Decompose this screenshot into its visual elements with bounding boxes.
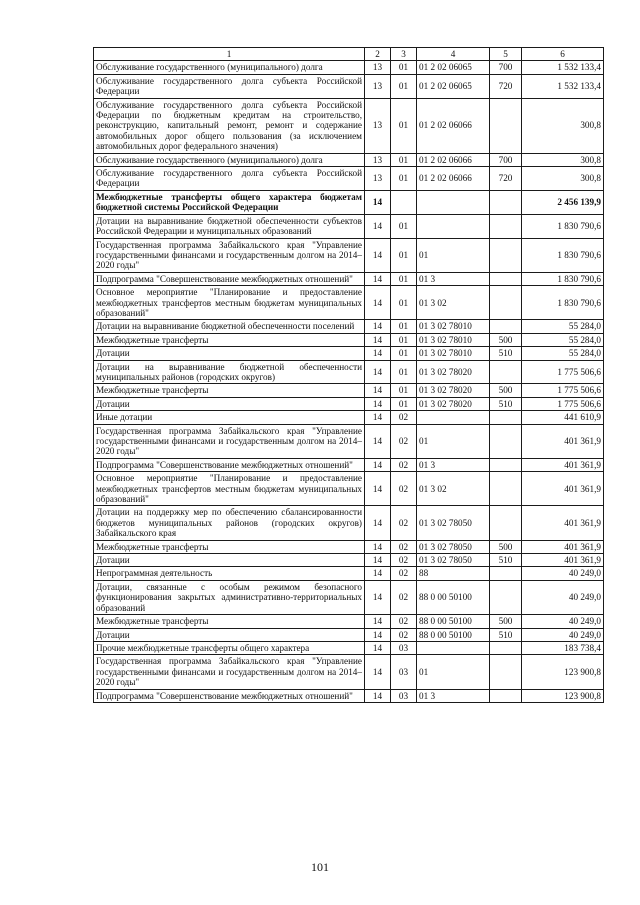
row-name-cell: Основное мероприятие "Планирование и предоставление межбюджетных трансфертов местным бюджетам муниципальных образований" [94, 286, 365, 320]
table-row [94, 554, 604, 567]
row-expense-type-cell [490, 689, 522, 702]
table-row [94, 214, 604, 238]
row-subsection-cell: 01 [391, 333, 417, 346]
table-row [94, 458, 604, 471]
row-section-cell: 14 [365, 397, 391, 410]
row-amount-cell: 55 284,0 [522, 320, 604, 333]
row-name-cell: Государственная программа Забайкальского края "Управление государственными финансами и государственным долгом на 2014–2020 годы" [94, 238, 365, 272]
row-name-cell: Дотации [94, 397, 365, 410]
row-target-article-cell: 01 3 02 78010 [417, 347, 490, 360]
row-expense-type-cell [490, 506, 522, 540]
row-section-cell: 13 [365, 153, 391, 166]
row-target-article-cell [417, 190, 490, 214]
row-amount-cell: 1 830 790,6 [522, 286, 604, 320]
table-row [94, 615, 604, 628]
row-amount-cell: 1 775 506,6 [522, 397, 604, 410]
row-expense-type-cell: 720 [490, 74, 522, 98]
row-section-cell: 14 [365, 214, 391, 238]
row-target-article-cell: 01 3 [417, 272, 490, 285]
row-amount-cell: 401 361,9 [522, 458, 604, 471]
row-expense-type-cell [490, 580, 522, 614]
row-subsection-cell: 01 [391, 167, 417, 191]
row-subsection-cell: 01 [391, 238, 417, 272]
row-amount-cell: 441 610,9 [522, 411, 604, 424]
table-row [94, 472, 604, 506]
row-name-cell: Подпрограмма "Совершенствование межбюджетных отношений" [94, 689, 365, 702]
row-expense-type-cell: 500 [490, 333, 522, 346]
row-subsection-cell: 02 [391, 628, 417, 641]
row-target-article-cell: 01 2 02 06066 [417, 98, 490, 153]
row-expense-type-cell [490, 320, 522, 333]
row-amount-cell: 55 284,0 [522, 333, 604, 346]
row-name-cell: Государственная программа Забайкальского края "Управление государственными финансами и государственным долгом на 2014–2020 годы" [94, 655, 365, 689]
row-target-article-cell: 88 0 00 50100 [417, 628, 490, 641]
row-section-cell: 14 [365, 238, 391, 272]
row-target-article-cell: 01 [417, 424, 490, 458]
page-number: 101 [311, 860, 329, 874]
row-amount-cell: 401 361,9 [522, 506, 604, 540]
table-row [94, 333, 604, 346]
row-subsection-cell: 01 [391, 98, 417, 153]
row-expense-type-cell [490, 98, 522, 153]
row-target-article-cell: 01 3 02 78020 [417, 360, 490, 384]
row-section-cell: 14 [365, 411, 391, 424]
row-expense-type-cell: 500 [490, 615, 522, 628]
row-target-article-cell: 01 3 02 [417, 286, 490, 320]
row-expense-type-cell: 500 [490, 540, 522, 553]
row-subsection-cell: 03 [391, 655, 417, 689]
table-row [94, 411, 604, 424]
row-name-cell: Государственная программа Забайкальского края "Управление государственными финансами и государственным долгом на 2014–2020 годы" [94, 424, 365, 458]
row-name-cell: Дотации на выравнивание бюджетной обеспеченности муниципальных районов (городских округов) [94, 360, 365, 384]
row-subsection-cell: 02 [391, 567, 417, 580]
row-section-cell: 14 [365, 320, 391, 333]
row-name-cell: Межбюджетные трансферты общего характера бюджетам бюджетной системы Российской Федерации [94, 190, 365, 214]
row-section-cell: 14 [365, 641, 391, 654]
row-amount-cell: 1 532 133,4 [522, 74, 604, 98]
row-section-cell: 14 [365, 384, 391, 397]
row-section-cell: 14 [365, 472, 391, 506]
row-section-cell: 14 [365, 689, 391, 702]
row-name-cell: Иные дотации [94, 411, 365, 424]
row-subsection-cell: 02 [391, 411, 417, 424]
row-name-cell: Межбюджетные трансферты [94, 615, 365, 628]
row-expense-type-cell: 510 [490, 628, 522, 641]
row-expense-type-cell: 700 [490, 61, 522, 74]
row-section-cell: 14 [365, 272, 391, 285]
table-row [94, 397, 604, 410]
row-amount-cell: 401 361,9 [522, 554, 604, 567]
row-name-cell: Дотации на выравнивание бюджетной обеспеченности поселений [94, 320, 365, 333]
row-expense-type-cell: 510 [490, 397, 522, 410]
table-row [94, 153, 604, 166]
table-row [94, 641, 604, 654]
table-row [94, 540, 604, 553]
row-target-article-cell: 01 [417, 655, 490, 689]
row-amount-cell: 300,8 [522, 167, 604, 191]
row-target-article-cell: 01 3 [417, 458, 490, 471]
row-name-cell: Дотации на выравнивание бюджетной обеспеченности субъектов Российской Федерации и муниципальных образований [94, 214, 365, 238]
table-row [94, 167, 604, 191]
row-target-article-cell: 88 [417, 567, 490, 580]
row-subsection-cell: 01 [391, 214, 417, 238]
row-name-cell: Подпрограмма "Совершенствование межбюджетных отношений" [94, 272, 365, 285]
row-subsection-cell: 02 [391, 554, 417, 567]
row-expense-type-cell: 720 [490, 167, 522, 191]
row-amount-cell: 1 830 790,6 [522, 238, 604, 272]
row-amount-cell: 1 830 790,6 [522, 214, 604, 238]
row-expense-type-cell: 500 [490, 384, 522, 397]
row-amount-cell: 55 284,0 [522, 347, 604, 360]
row-amount-cell: 2 456 139,9 [522, 190, 604, 214]
row-expense-type-cell [490, 238, 522, 272]
table-row [94, 190, 604, 214]
row-section-cell: 14 [365, 628, 391, 641]
row-target-article-cell [417, 214, 490, 238]
row-amount-cell: 40 249,0 [522, 580, 604, 614]
table-row [94, 655, 604, 689]
row-subsection-cell: 01 [391, 360, 417, 384]
row-amount-cell: 1 775 506,6 [522, 384, 604, 397]
row-subsection-cell: 01 [391, 74, 417, 98]
row-section-cell: 14 [365, 424, 391, 458]
table-row [94, 689, 604, 702]
row-expense-type-cell [490, 286, 522, 320]
row-expense-type-cell [490, 190, 522, 214]
row-amount-cell: 40 249,0 [522, 615, 604, 628]
row-section-cell: 14 [365, 655, 391, 689]
row-section-cell: 14 [365, 333, 391, 346]
row-name-cell: Дотации, связанные с особым режимом безопасного функционирования закрытых административно-территориальных образований [94, 580, 365, 614]
table-row [94, 98, 604, 153]
row-subsection-cell: 01 [391, 397, 417, 410]
row-target-article-cell: 01 2 02 06066 [417, 167, 490, 191]
row-name-cell: Прочие межбюджетные трансферты общего характера [94, 641, 365, 654]
row-subsection-cell: 02 [391, 458, 417, 471]
table-row [94, 360, 604, 384]
row-target-article-cell: 88 0 00 50100 [417, 580, 490, 614]
row-amount-cell: 401 361,9 [522, 540, 604, 553]
row-target-article-cell: 01 3 02 78050 [417, 540, 490, 553]
row-section-cell: 14 [365, 554, 391, 567]
row-amount-cell: 1 532 133,4 [522, 61, 604, 74]
row-amount-cell: 40 249,0 [522, 628, 604, 641]
row-section-cell: 13 [365, 61, 391, 74]
row-section-cell: 14 [365, 347, 391, 360]
row-target-article-cell: 01 2 02 06065 [417, 74, 490, 98]
header-cell: 4 [417, 48, 490, 61]
row-amount-cell: 1 775 506,6 [522, 360, 604, 384]
row-section-cell: 14 [365, 567, 391, 580]
row-section-cell: 13 [365, 98, 391, 153]
row-name-cell: Межбюджетные трансферты [94, 540, 365, 553]
row-expense-type-cell: 700 [490, 153, 522, 166]
header-cell: 5 [490, 48, 522, 61]
row-expense-type-cell [490, 214, 522, 238]
table-row [94, 286, 604, 320]
row-expense-type-cell [490, 472, 522, 506]
row-amount-cell: 300,8 [522, 153, 604, 166]
row-amount-cell: 401 361,9 [522, 472, 604, 506]
table-row [94, 74, 604, 98]
row-name-cell: Обслуживание государственного долга субъекта Российской Федерации по бюджетным кредитам на строительство, реконструкцию, капитальный ремонт, ремонт и содержание автомобильных дорог общего пользования (за исключением автомобильных дорог федерального значения) [94, 98, 365, 153]
row-target-article-cell: 01 3 02 78020 [417, 397, 490, 410]
row-expense-type-cell [490, 567, 522, 580]
row-subsection-cell: 02 [391, 540, 417, 553]
header-row [94, 48, 604, 61]
row-expense-type-cell [490, 272, 522, 285]
row-target-article-cell: 01 3 02 [417, 472, 490, 506]
row-name-cell: Обслуживание государственного долга субъекта Российской Федерации [94, 167, 365, 191]
row-target-article-cell: 01 3 02 78010 [417, 320, 490, 333]
row-section-cell: 14 [365, 540, 391, 553]
row-subsection-cell: 01 [391, 153, 417, 166]
row-subsection-cell: 01 [391, 347, 417, 360]
row-target-article-cell: 88 0 00 50100 [417, 615, 490, 628]
table-row [94, 506, 604, 540]
row-section-cell: 14 [365, 286, 391, 320]
table-row [94, 424, 604, 458]
row-subsection-cell: 02 [391, 615, 417, 628]
row-name-cell: Межбюджетные трансферты [94, 384, 365, 397]
row-subsection-cell: 01 [391, 384, 417, 397]
row-amount-cell: 183 738,4 [522, 641, 604, 654]
row-section-cell: 14 [365, 458, 391, 471]
row-amount-cell: 123 900,8 [522, 655, 604, 689]
row-subsection-cell: 01 [391, 286, 417, 320]
table-row [94, 384, 604, 397]
row-subsection-cell [391, 190, 417, 214]
row-amount-cell: 300,8 [522, 98, 604, 153]
row-section-cell: 14 [365, 580, 391, 614]
row-expense-type-cell [490, 655, 522, 689]
row-expense-type-cell [490, 641, 522, 654]
row-expense-type-cell [490, 411, 522, 424]
row-amount-cell: 123 900,8 [522, 689, 604, 702]
row-subsection-cell: 01 [391, 61, 417, 74]
row-expense-type-cell [490, 424, 522, 458]
table-row [94, 628, 604, 641]
row-expense-type-cell [490, 360, 522, 384]
row-subsection-cell: 02 [391, 472, 417, 506]
row-expense-type-cell: 510 [490, 347, 522, 360]
row-subsection-cell: 01 [391, 272, 417, 285]
row-name-cell: Дотации [94, 628, 365, 641]
budget-table [93, 47, 604, 703]
row-target-article-cell [417, 641, 490, 654]
row-subsection-cell: 02 [391, 580, 417, 614]
row-subsection-cell: 02 [391, 506, 417, 540]
row-target-article-cell: 01 3 [417, 689, 490, 702]
row-target-article-cell: 01 [417, 238, 490, 272]
table-row [94, 61, 604, 74]
row-subsection-cell: 03 [391, 689, 417, 702]
row-name-cell: Межбюджетные трансферты [94, 333, 365, 346]
row-section-cell: 14 [365, 190, 391, 214]
row-name-cell: Обслуживание государственного (муниципального) долга [94, 153, 365, 166]
table-row [94, 238, 604, 272]
row-target-article-cell [417, 411, 490, 424]
row-name-cell: Обслуживание государственного (муниципального) долга [94, 61, 365, 74]
row-target-article-cell: 01 3 02 78050 [417, 554, 490, 567]
row-expense-type-cell: 510 [490, 554, 522, 567]
row-section-cell: 14 [365, 506, 391, 540]
table-row [94, 567, 604, 580]
row-amount-cell: 1 830 790,6 [522, 272, 604, 285]
row-section-cell: 14 [365, 360, 391, 384]
row-target-article-cell: 01 2 02 06066 [417, 153, 490, 166]
row-target-article-cell: 01 3 02 78010 [417, 333, 490, 346]
row-name-cell: Подпрограмма "Совершенствование межбюджетных отношений" [94, 458, 365, 471]
row-name-cell: Дотации [94, 347, 365, 360]
row-subsection-cell: 02 [391, 424, 417, 458]
row-section-cell: 13 [365, 167, 391, 191]
header-cell: 6 [522, 48, 604, 61]
header-cell: 2 [365, 48, 391, 61]
header-cell: 1 [94, 48, 365, 61]
row-amount-cell: 40 249,0 [522, 567, 604, 580]
row-name-cell: Непрограммная деятельность [94, 567, 365, 580]
row-amount-cell: 401 361,9 [522, 424, 604, 458]
row-name-cell: Основное мероприятие "Планирование и предоставление межбюджетных трансфертов местным бюджетам муниципальных образований" [94, 472, 365, 506]
table-row [94, 347, 604, 360]
table-row [94, 320, 604, 333]
table-row [94, 580, 604, 614]
row-target-article-cell: 01 2 02 06065 [417, 61, 490, 74]
row-subsection-cell: 03 [391, 641, 417, 654]
row-name-cell: Дотации на поддержку мер по обеспечению сбалансированности бюджетов муниципальных районов (городских округов) Забайкальского края [94, 506, 365, 540]
row-name-cell: Обслуживание государственного долга субъекта Российской Федерации [94, 74, 365, 98]
row-expense-type-cell [490, 458, 522, 471]
header-cell: 3 [391, 48, 417, 61]
row-subsection-cell: 01 [391, 320, 417, 333]
row-section-cell: 14 [365, 615, 391, 628]
row-name-cell: Дотации [94, 554, 365, 567]
row-section-cell: 13 [365, 74, 391, 98]
row-target-article-cell: 01 3 02 78050 [417, 506, 490, 540]
table-body [94, 48, 604, 703]
table-row [94, 272, 604, 285]
row-target-article-cell: 01 3 02 78020 [417, 384, 490, 397]
